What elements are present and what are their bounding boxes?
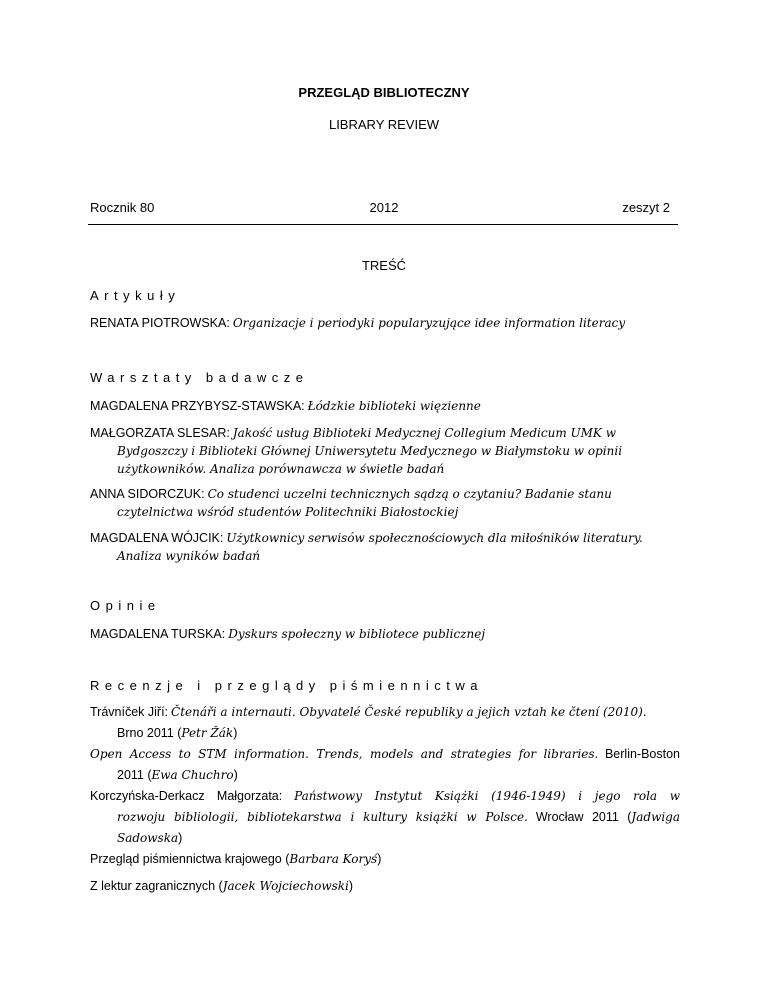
review-entry-cont (117, 810, 680, 825)
toc-entry (90, 397, 680, 415)
entry-author: RENATA PIOTROWSKA: (90, 316, 230, 330)
reviewer-name: Jadwiga (631, 810, 681, 824)
header-divider (88, 224, 678, 225)
entry-author: MAŁGORZATA SLESAR: (90, 426, 230, 440)
entry-author: ANNA SIDORCZUK: (90, 487, 205, 501)
entry-title-line: Użytkownicy serwisów społecznościowych dla miłośników literatury. (226, 531, 643, 545)
review-entry (90, 879, 680, 894)
entry-title: Organizacje i periodyki popularyzujące idee information literacy (232, 316, 626, 330)
entry-author: MAGDALENA WÓJCIK: (90, 531, 224, 545)
review-title: Przegląd piśmiennictwa krajowego ( (90, 852, 290, 866)
review-close: ) (233, 768, 238, 782)
entry-title: Dyskurs społeczny w bibliotece publicznej (228, 627, 486, 641)
review-entry-cont (117, 768, 707, 783)
review-entry (90, 852, 680, 867)
toc-entry (90, 314, 680, 332)
journal-subtitle: LIBRARY REVIEW (328, 117, 440, 132)
section-heading-opinions: Opinie (90, 598, 161, 613)
review-author: Trávníček Jiří: (90, 705, 169, 719)
entry-title: Łódzkie biblioteki więzienne (307, 399, 481, 413)
entry-author: MAGDALENA TURSKA: (90, 627, 226, 641)
issue-label: zeszyt 2 (622, 200, 670, 215)
volume-label: Rocznik 80 (90, 200, 155, 215)
section-heading-workshops: Warsztaty badawcze (90, 370, 309, 385)
toc-entry (90, 424, 680, 484)
journal-title: PRZEGLĄD BIBLIOTECZNY (298, 85, 470, 100)
toc-entry (90, 529, 680, 569)
review-entry-cont (117, 831, 707, 846)
review-publication: Berlin-Boston (604, 747, 681, 761)
review-entry (90, 789, 680, 804)
entry-author: MAGDALENA PRZYBYSZ-STAWSKA: (90, 399, 305, 413)
review-title: Čtenáři a internauti. Obyvatelé České republiky a jejich vztah ke čtení (2010). (171, 705, 647, 719)
entry-title-line: Analiza wyników badań (117, 549, 261, 563)
reviewer-name: Jacek Wojciechowski (222, 879, 349, 893)
reviewer-name: Petr Žák (181, 726, 234, 740)
review-title: rozwoju bibliologii, bibliotekarstwa i kultury książki w Polsce. (117, 810, 528, 824)
review-close: ) (233, 726, 238, 740)
year-label: 2012 (369, 200, 399, 215)
review-entry (90, 747, 680, 762)
review-author: Korczyńska-Derkacz Małgorzata: (90, 789, 283, 803)
toc-entry (90, 485, 680, 525)
toc-entry (90, 625, 680, 643)
entry-title-line: Co studenci uczelni technicznych sądzą o czytaniu? Badanie stanu (207, 487, 612, 501)
reviewer-name: Sadowska (117, 831, 179, 845)
entry-title-line: użytkowników. Analiza porównawcza w świetle badań (117, 462, 445, 476)
reviewer-name: Barbara Koryś (289, 852, 378, 866)
entry-title-line: Bydgoszczy i Biblioteki Głównej Uniwersytetu Medycznego w Białymstoku w opinii (117, 444, 623, 458)
review-entry (90, 705, 680, 720)
review-publication: Wrocław 2011 ( (535, 810, 632, 824)
toc-heading: TREŚĆ (361, 258, 407, 273)
review-publication: Brno 2011 ( (117, 726, 182, 740)
review-title: Open Access to STM information. Trends, models and strategies for libraries. (90, 747, 599, 761)
review-publication: 2011 ( (117, 768, 152, 782)
section-heading-reviews: Recenzje i przeglądy piśmiennictwa (90, 678, 483, 693)
entry-title-line: czytelnictwa wśród studentów Politechniki Białostockiej (117, 505, 459, 519)
review-close: ) (178, 831, 183, 845)
section-heading-articles: Artykuły (90, 288, 181, 303)
review-close: ) (348, 879, 354, 893)
entry-title-line: Jakość usług Biblioteki Medycznej Collegium Medicum UMK w (232, 426, 616, 440)
reviewer-name: Ewa Chuchro (151, 768, 234, 782)
review-close: ) (377, 852, 382, 866)
review-title: Z lektur zagranicznych ( (90, 879, 223, 893)
review-title: Państwowy Instytut Książki (1946-1949) i jego rola w (294, 789, 680, 803)
review-entry-cont (117, 726, 707, 741)
